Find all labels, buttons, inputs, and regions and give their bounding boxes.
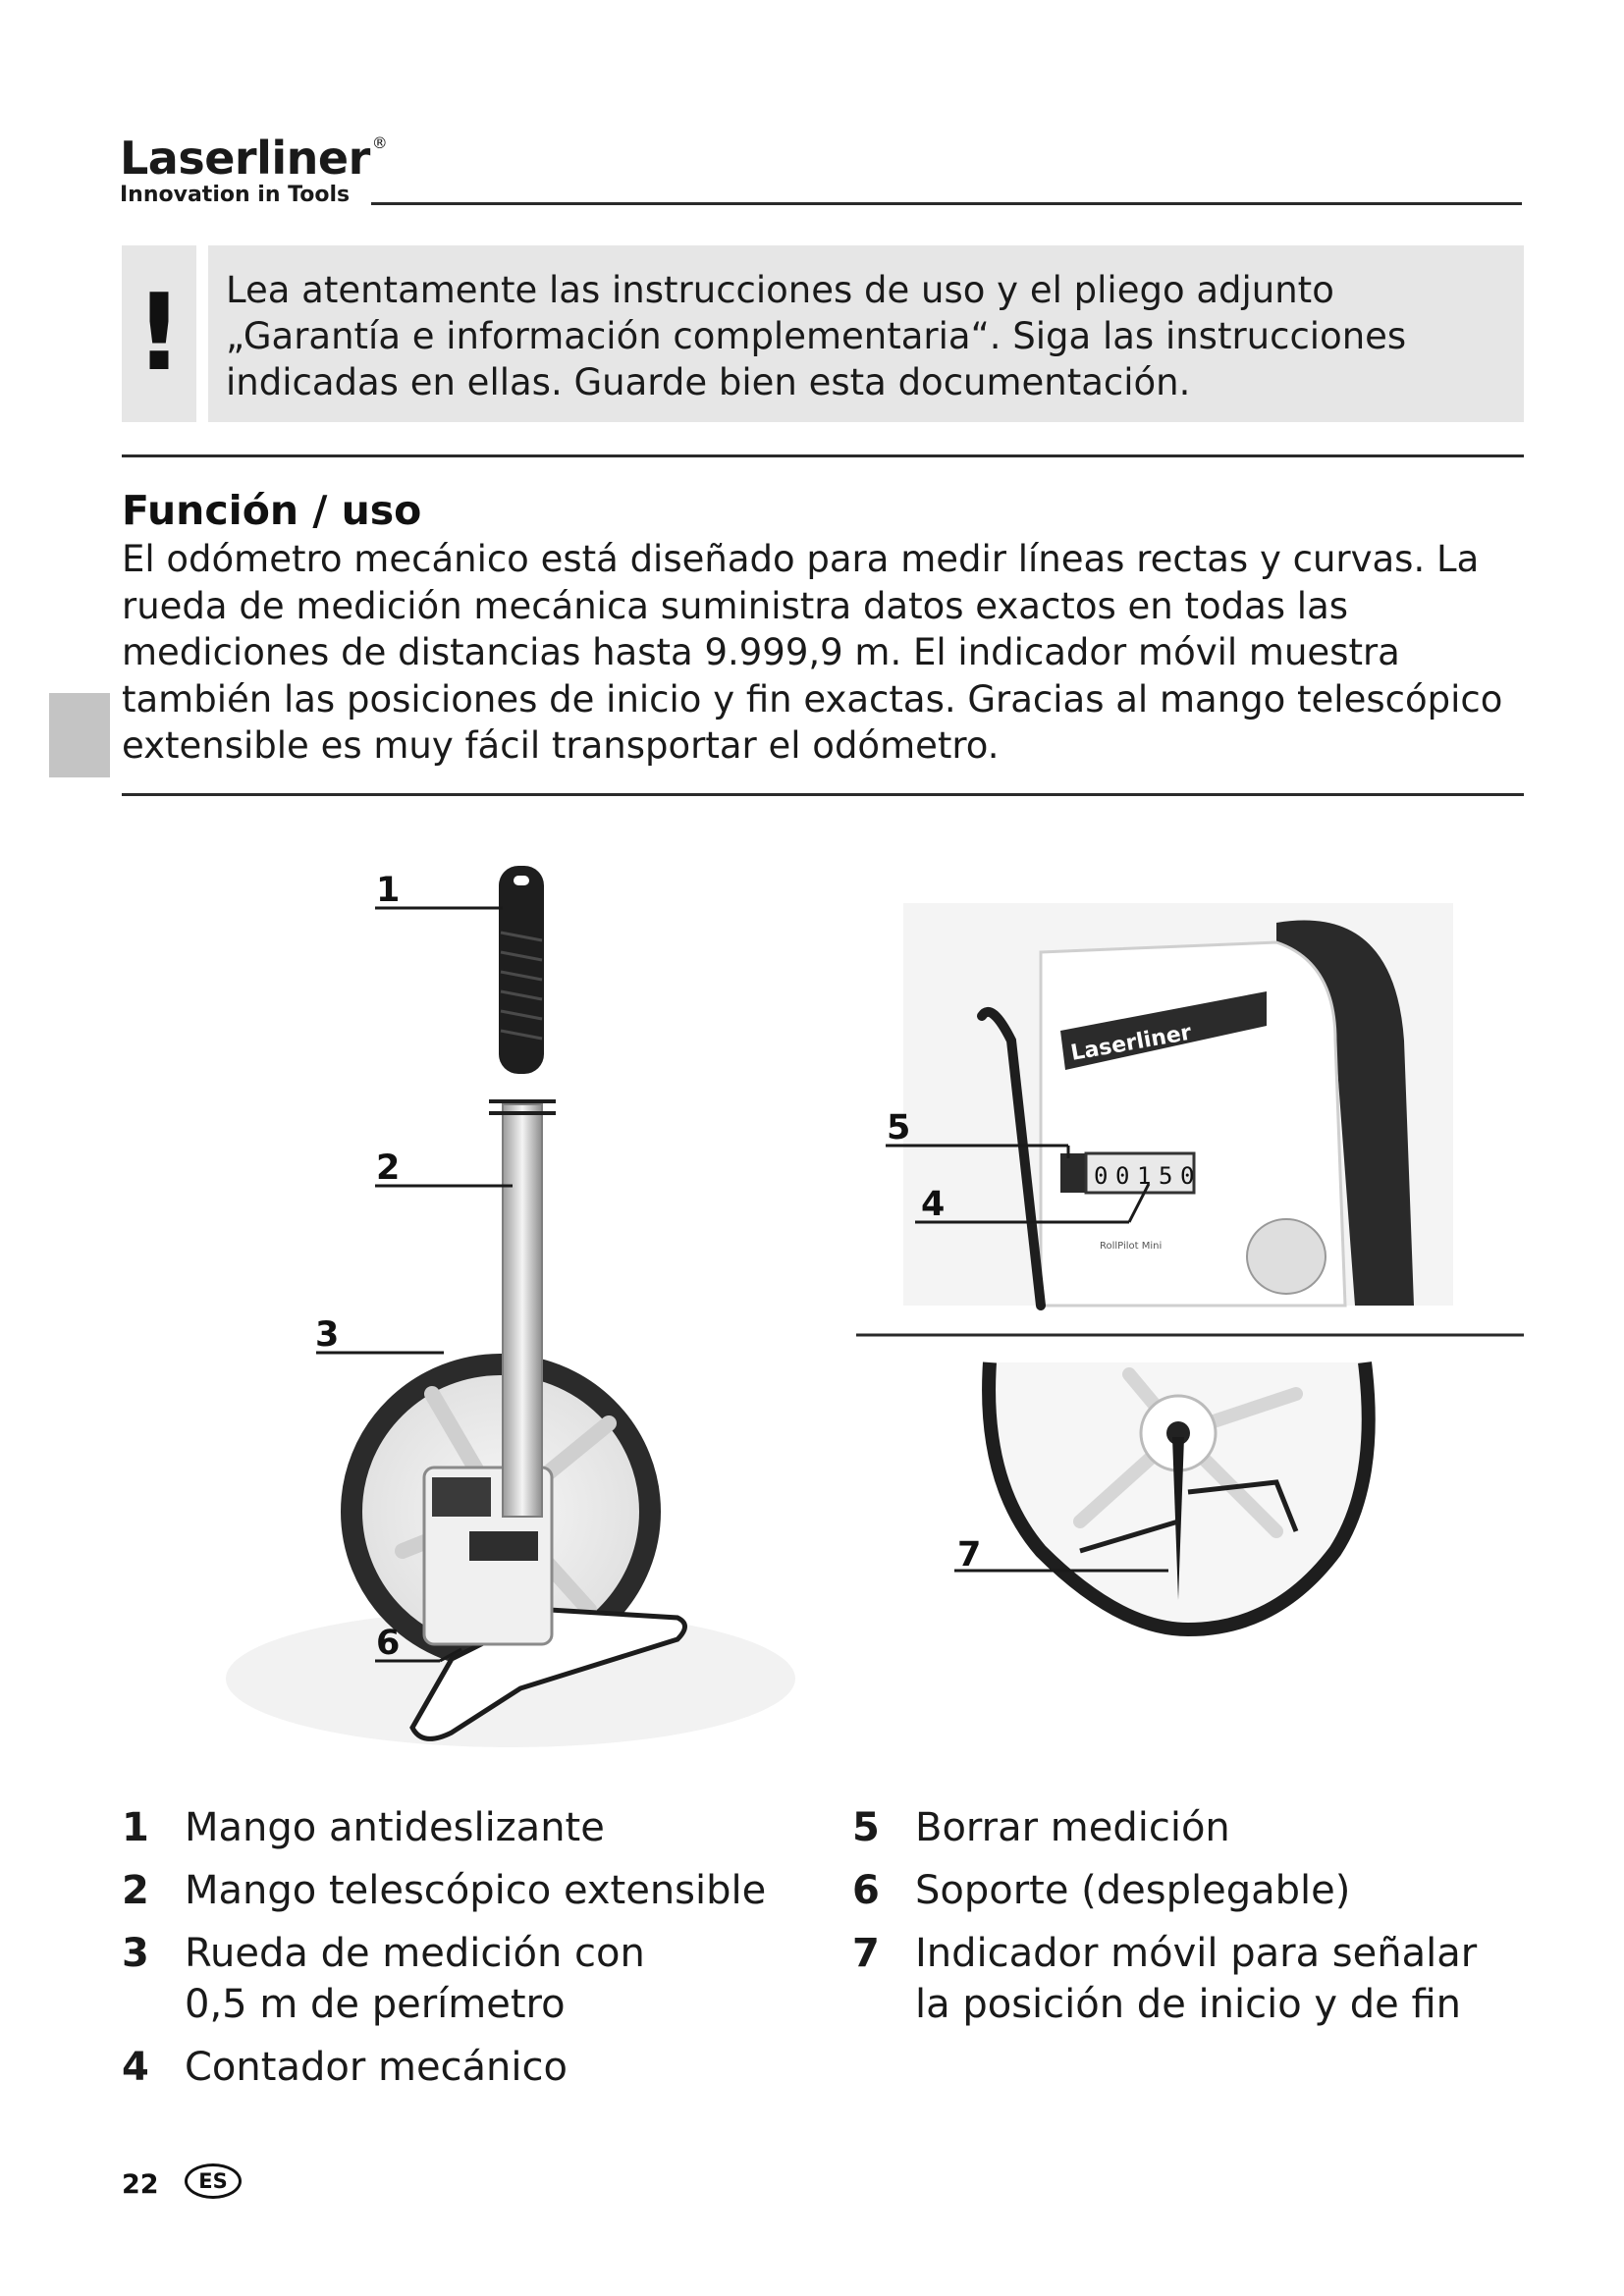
notice-panel (208, 245, 1524, 422)
legend-text: Indicador móvil para señalar la posición de inicio y de fin (915, 1931, 1478, 2027)
legend-text: Mango telescópico extensible (185, 1868, 767, 1913)
callout-number: 4 (921, 1185, 946, 1224)
counter-digit: 0 (1094, 1162, 1109, 1190)
legend-item (122, 2042, 809, 2093)
legend-text: Borrar medición (915, 1805, 1230, 1850)
counter-digit: 5 (1159, 1162, 1173, 1190)
non-slip-grip (499, 866, 544, 1074)
chapter-tab (49, 693, 110, 777)
callout-number: 7 (957, 1535, 982, 1575)
telescopic-handle (503, 1104, 542, 1517)
odometer-figure (0, 844, 1624, 1787)
legend-item (122, 1802, 809, 1853)
device-brand-label: Laserliner (1068, 1020, 1194, 1066)
callout-number: 6 (376, 1624, 401, 1663)
brand-tagline: Innovation in Tools (120, 183, 351, 207)
legend-right (852, 1802, 1540, 2042)
callout-number: 2 (376, 1148, 401, 1188)
callout-number: 3 (315, 1315, 340, 1355)
legend-item (852, 1865, 1540, 1916)
callout-number: 1 (376, 871, 401, 910)
header-rule (371, 202, 1522, 205)
odometer-full-view (226, 866, 795, 1747)
section-title: Función / uso (122, 487, 422, 534)
counter-digit: 1 (1137, 1162, 1152, 1190)
legend-text: Rueda de medición con 0,5 m de perímetro (185, 1931, 645, 2027)
legend-left (122, 1802, 809, 2105)
exclamation-icon: ! (135, 272, 184, 395)
legend-text: Soporte (desplegable) (915, 1868, 1351, 1913)
legend-text: Mango antideslizante (185, 1805, 605, 1850)
divider (122, 454, 1524, 457)
reset-button (1060, 1153, 1086, 1193)
brand-name: Laserliner ® (120, 132, 388, 185)
counter-digit: 0 (1115, 1162, 1130, 1190)
legend-number: 6 (852, 1868, 880, 1913)
legend-item (122, 1865, 809, 1916)
section-body: El odómetro mecánico está diseñado para medir líneas rectas y curvas. La rueda de medición mecánica suministra datos exactos en todas las mediciones de distancias hasta 9.999,9 m. El indicador móvil muestra también las posiciones de inicio y fin exactas. Gracias al mango telescópico extensible es muy fácil transportar el odómetro. (122, 538, 1503, 767)
language-badge: ES (185, 2163, 242, 2199)
brand-logo (120, 132, 388, 207)
legend-text: Contador mecánico (185, 2045, 568, 2090)
legend-item (852, 1928, 1540, 2030)
counter-digit: 0 (1180, 1162, 1195, 1190)
device-model-label: RollPilot Mini (1100, 1241, 1163, 1252)
legend-number: 7 (852, 1931, 880, 1976)
legend-item (852, 1802, 1540, 1853)
warning-box (122, 245, 196, 422)
pointer-closeup (954, 1362, 1369, 1629)
callout-number: 5 (887, 1108, 911, 1148)
legend-number: 1 (122, 1805, 149, 1850)
counter-closeup (886, 903, 1453, 1306)
legend-number: 4 (122, 2045, 149, 2090)
legend-number: 3 (122, 1931, 149, 1976)
divider (122, 793, 1524, 796)
page-number: 22 (122, 2169, 159, 2200)
legend-number: 2 (122, 1868, 149, 1913)
notice-text: Lea atentamente las instrucciones de uso y el pliego adjunto „Garantía e información complementaria“. Siga las instrucciones indicadas en ellas. Guarde bien esta documentación. (226, 269, 1407, 403)
legend-item (122, 1928, 809, 2030)
legend-number: 5 (852, 1805, 880, 1850)
